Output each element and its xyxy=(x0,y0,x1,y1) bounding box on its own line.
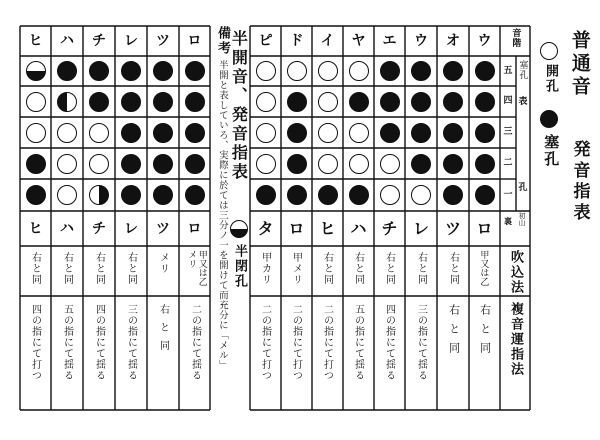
right-hole-r4-c7 xyxy=(443,154,463,174)
right-fingering-5: 四の指にて揺る xyxy=(383,304,395,381)
right-hole-r5-c6 xyxy=(411,185,431,205)
left-fingering-2: 五の指にて揺る xyxy=(61,304,73,381)
left-lower-note-1: ヒ xyxy=(28,220,43,237)
right-hole-r4-c6 xyxy=(411,154,431,174)
right-lower-note-7: ツ xyxy=(444,218,461,238)
right-hole-r5-c2 xyxy=(287,185,307,205)
right-fingering-8: 右と同 xyxy=(478,304,492,361)
left-fingering-6: 二の指にて揺る xyxy=(189,304,201,381)
right-hole-r2-c4 xyxy=(349,92,369,112)
right-blowing-2: 甲メリ xyxy=(290,252,302,285)
right-hole-r1-c8 xyxy=(475,61,495,81)
right-hole-r4-c2 xyxy=(287,154,307,174)
right-blowing-4: 右と同 xyxy=(352,252,364,285)
hole-label-4: 四 xyxy=(503,96,513,106)
left-note-6: ロ xyxy=(187,33,202,49)
register-label: 音階 xyxy=(510,28,521,48)
right-hole-r5-c5 xyxy=(380,185,400,205)
remarks-heading: 備考 xyxy=(214,26,230,56)
right-hole-r3-c7 xyxy=(443,123,463,143)
right-blowing-6: 右と同 xyxy=(415,252,427,285)
left-blowing-6: 甲又は乙メリ xyxy=(186,250,207,286)
right-lower-note-6: レ xyxy=(412,218,429,238)
page-subtitle: 発音指表 xyxy=(569,140,590,224)
right-blowing-7: 右と同 xyxy=(447,252,459,285)
left-lower-note-4: レ xyxy=(124,220,138,237)
left-fingering-1: 四の指にて打つ xyxy=(29,304,41,381)
right-blowing-3: 右と同 xyxy=(321,252,333,285)
right-note-1: ピ xyxy=(258,33,273,49)
right-hole-r1-c2 xyxy=(287,61,307,81)
right-note-6: ウ xyxy=(414,33,428,49)
left-lower-note-3: チ xyxy=(92,220,106,237)
right-hole-r3-c8 xyxy=(475,123,495,143)
left-blowing-3: 右と同 xyxy=(93,252,105,285)
left-fingering-5: 右と同 xyxy=(157,304,169,358)
left-note-5: ツ xyxy=(156,33,170,49)
side-mark-front: 表 xyxy=(518,96,528,107)
right-hole-r5-c4 xyxy=(349,185,369,205)
right-hole-r4-c5 xyxy=(380,154,400,174)
side-mark-hole: 孔 xyxy=(518,182,528,193)
right-lower-note-8: ロ xyxy=(476,218,493,238)
right-note-4: ヤ xyxy=(351,33,366,49)
right-hole-r2-c3 xyxy=(318,92,338,112)
open-hole-icon xyxy=(540,42,558,60)
right-fingering-7: 右と同 xyxy=(447,304,461,361)
fingering-label: 複音運指法 xyxy=(507,302,523,377)
right-hole-r1-c7 xyxy=(443,61,463,81)
right-blowing-5: 右と同 xyxy=(383,252,395,285)
right-hole-r3-c3 xyxy=(318,123,338,143)
right-hole-r4-c8 xyxy=(475,154,495,174)
right-note-3: イ xyxy=(320,33,335,49)
right-hole-r2-c6 xyxy=(411,92,431,112)
right-lower-note-2: ロ xyxy=(288,218,305,238)
bottom-mark-back: 裏 xyxy=(504,216,512,226)
right-hole-r5-c7 xyxy=(443,185,463,205)
left-note-2: ハ xyxy=(60,33,74,49)
right-hole-r1-c4 xyxy=(349,61,369,81)
closed-hole-label: 塞孔 xyxy=(542,134,561,168)
right-lower-note-3: ヒ xyxy=(319,218,336,238)
left-fingering-4: 三の指にて揺る xyxy=(125,304,137,381)
right-hole-r1-c3 xyxy=(318,61,338,81)
right-note-2: ド xyxy=(289,33,304,49)
right-hole-r3-c1 xyxy=(256,123,276,143)
closed-hole-icon xyxy=(540,110,558,128)
right-hole-r2-c1 xyxy=(256,92,276,112)
left-blowing-2: 右と同 xyxy=(61,252,73,285)
left-note-1: ヒ xyxy=(28,33,43,49)
right-hole-r4-c4 xyxy=(349,154,369,174)
right-lower-note-4: ハ xyxy=(350,218,367,238)
left-lower-note-5: ツ xyxy=(156,220,170,237)
right-hole-r3-c2 xyxy=(287,123,307,143)
left-note-4: レ xyxy=(124,33,138,49)
page-title: 普通音 xyxy=(568,30,591,99)
remarks-body: 半開と表していろ、実際に於ては三分ノ一を開けて而充分に「メル」 xyxy=(216,60,228,370)
right-blowing-8: 甲又は乙 xyxy=(478,250,489,286)
right-hole-r1-c6 xyxy=(411,61,431,81)
right-hole-r5-c3 xyxy=(318,185,338,205)
left-lower-note-6: ロ xyxy=(187,220,202,237)
left-blowing-5: メリ xyxy=(157,252,169,274)
left-note-3: チ xyxy=(92,33,106,49)
right-hole-r3-c6 xyxy=(411,123,431,143)
right-note-8: ウ xyxy=(477,33,492,49)
hole-label-2: 二 xyxy=(503,158,513,168)
right-hole-r2-c8 xyxy=(475,92,495,112)
right-fingering-3: 二の指にて打つ xyxy=(321,304,333,381)
right-hole-r4-c1 xyxy=(256,154,276,174)
right-hole-r2-c5 xyxy=(380,92,400,112)
right-note-5: エ xyxy=(382,33,397,49)
right-blowing-1: 甲カリ xyxy=(259,252,271,285)
right-hole-r5-c8 xyxy=(475,185,495,205)
right-fingering-6: 三の指にて揺る xyxy=(415,304,427,381)
left-lower-note-2: ハ xyxy=(60,220,74,237)
right-fingering-4: 五の指にて揺る xyxy=(352,304,364,381)
bottom-mark-initial: 初山 xyxy=(518,212,527,226)
blowing-label: 吹込法 xyxy=(507,250,523,295)
half-open-title: 半開音、発音指表 xyxy=(229,30,249,182)
right-fingering-2: 二の指にて打つ xyxy=(290,304,302,381)
right-hole-r1-c5 xyxy=(380,61,400,81)
close-hole-label: 塞孔 xyxy=(517,60,528,80)
right-note-7: オ xyxy=(446,33,460,49)
hole-label-3: 三 xyxy=(503,127,513,137)
right-hole-r2-c7 xyxy=(443,92,463,112)
right-hole-r2-c2 xyxy=(287,92,307,112)
right-hole-r3-c5 xyxy=(380,123,400,143)
left-fingering-3: 四の指にて揺る xyxy=(93,304,105,381)
left-blowing-1: 右と同 xyxy=(29,252,41,285)
left-blowing-4: 右と同 xyxy=(125,252,137,285)
right-hole-r5-c1 xyxy=(256,185,276,205)
half-hole-label: 半閉孔 xyxy=(231,244,247,289)
right-lower-note-1: タ xyxy=(257,218,274,238)
right-hole-r3-c4 xyxy=(349,123,369,143)
right-lower-note-5: チ xyxy=(381,218,398,238)
hole-label-5: 五 xyxy=(503,65,513,76)
hole-label-1: 一 xyxy=(503,189,513,200)
right-hole-r4-c3 xyxy=(318,154,338,174)
open-hole-label: 開孔 xyxy=(542,64,558,94)
right-fingering-1: 二の指にて打つ xyxy=(259,304,271,381)
right-hole-r1-c1 xyxy=(256,61,276,81)
